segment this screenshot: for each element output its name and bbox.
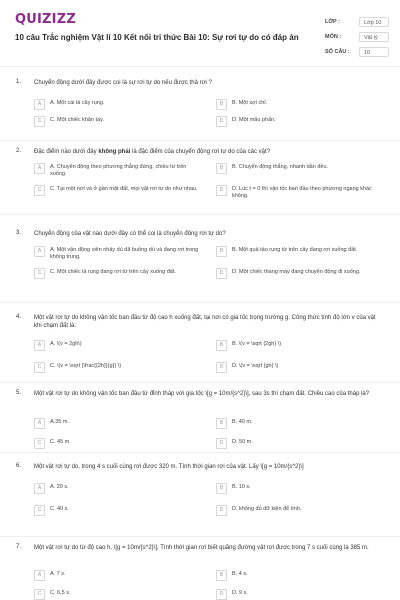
meta-row-subject — [325, 29, 389, 44]
option-letter-box[interactable]: B — [216, 483, 227, 494]
question-text-part: Đặc điểm nào dưới đây — [34, 149, 99, 155]
quizizz-logo[interactable]: QUIZIZZ — [15, 12, 76, 27]
question-text-part: Chuyển động của vật nào dưới đây có thể coi là chuyển động rơi tự do? — [34, 231, 226, 237]
option-text: D. Lúc t = 0 thì vận tốc ban đầu theo phương ngang khác không. — [232, 186, 372, 199]
option-text: C. 45 m. — [50, 439, 71, 445]
question-text — [34, 230, 384, 238]
question-number: 1. — [16, 79, 22, 85]
question-number: 7. — [16, 544, 22, 550]
meta-row-count — [325, 44, 389, 59]
option-text: C. Một chiếc khăn tay. — [50, 117, 105, 123]
option-text: D. không đủ dữ kiện để tính. — [232, 506, 302, 512]
question-text-part: Một vật rơi tự do, trong 4 s cuối cùng rơi được 320 m. Tính thời gian rơi của vật. Lấy \[g = 10m/{s^2}\] — [34, 464, 304, 470]
option-letter-box[interactable]: D — [216, 505, 227, 516]
question-text — [34, 79, 384, 87]
option-text: C. Tại một nơi và ở gần mặt đất, mọi vật rơi tự do như nhau. — [50, 186, 198, 192]
question-number: 3. — [16, 230, 22, 236]
question-text-part: Một vật rơi tự do từ độ cao h, \[g = 10m/{s^2}\]. Tính thời gian rơi biết quãng đường vật rơi được trong 7 s cuối cùng là 385 m. — [34, 545, 369, 551]
option-letter-box[interactable]: A — [34, 163, 45, 174]
option-letter-box[interactable]: D — [216, 589, 227, 600]
option-letter-box[interactable]: D — [216, 185, 227, 196]
meta-label: MÔN : — [325, 33, 342, 40]
option-text: B. Chuyển động thẳng, nhanh dần đều. — [232, 164, 329, 170]
option-text: B. 10 s. — [232, 484, 251, 490]
option-text: D. Một mẩu phấn. — [232, 117, 276, 123]
option-text: D. 50 m. — [232, 439, 253, 445]
option-letter-box[interactable]: B — [216, 163, 227, 174]
option-text: A. Một vận động viên nhảy dù đã buông dù và đang rơi trong không trung. — [50, 247, 199, 260]
question-text — [34, 148, 384, 156]
meta-value-class: Lớp 10 — [359, 17, 389, 27]
option-letter-box[interactable]: A — [34, 246, 45, 257]
worksheet-header — [0, 0, 400, 67]
option-letter-box[interactable]: C — [34, 268, 45, 279]
option-letter-box[interactable]: D — [216, 268, 227, 279]
option-letter-box[interactable]: C — [34, 362, 45, 373]
option-letter-box[interactable]: C — [34, 185, 45, 196]
option-text: A. Chuyển động theo phương thẳng đứng, chiều từ trên xuống. — [50, 164, 187, 177]
worksheet-meta — [325, 14, 389, 59]
question-text-emphasis: không phải — [98, 149, 131, 155]
question-text-part: Một vật rơi tự do không vận tốc ban đầu từ đỉnh tháp với gia tốc \[g = 10m/{s^2}\], sau 3s thì chạm đất. Chiều cao của tháp là? — [34, 391, 370, 397]
option-text: B. Một quả táo rụng từ trên cây đang rơi xuống đất. — [232, 247, 358, 253]
option-text: B. Một sợi chỉ. — [232, 100, 268, 106]
option-text: D. Một chiếc thang máy đang chuyển động đi xuống. — [232, 269, 361, 275]
option-text: B. \(v = \sqrt {2gh} \) — [232, 341, 282, 347]
question-text-part: Chuyển động dưới đây được coi là sự rơi tự do nếu được thả rơi ? — [34, 80, 212, 86]
option-text: A. 20 s. — [50, 484, 69, 490]
option-text: C. Một chiếc lá rụng đang rơi từ trên cây xuống đất. — [50, 269, 176, 275]
question-number: 5. — [16, 390, 22, 396]
option-letter-box[interactable]: A — [34, 99, 45, 110]
option-text: A. \(v = 2gh\) — [50, 341, 82, 347]
question-divider — [0, 536, 400, 537]
option-letter-box[interactable]: B — [216, 246, 227, 257]
question-text — [34, 314, 384, 330]
question-divider — [0, 302, 400, 303]
question-text — [34, 463, 384, 471]
question-divider — [0, 452, 400, 453]
option-letter-box[interactable]: D — [216, 116, 227, 127]
option-letter-box[interactable]: B — [216, 99, 227, 110]
option-letter-box[interactable]: C — [34, 589, 45, 600]
worksheet-title: 10 câu Trắc nghiệm Vật lí 10 Kết nối tri thức Bài 10: Sự rơi tự do có đáp án — [15, 33, 299, 42]
option-letter-box[interactable]: B — [216, 418, 227, 429]
question-text — [34, 544, 384, 552]
question-divider — [0, 214, 400, 215]
option-letter-box[interactable]: A — [34, 340, 45, 351]
option-text: A. Một cái lá cây rụng. — [50, 100, 105, 106]
question-number: 4. — [16, 314, 22, 320]
option-text: A.35 m. — [50, 419, 69, 425]
question-divider — [0, 382, 400, 383]
option-text: B. 40 m. — [232, 419, 253, 425]
option-letter-box[interactable]: B — [216, 340, 227, 351]
option-text: C. \(v = \sqrt {\frac{{2h}}{g}} \) — [50, 363, 122, 369]
question-text-part: là đặc điểm của chuyển động rơi tự do của các vật? — [130, 149, 271, 155]
option-letter-box[interactable]: D — [216, 438, 227, 449]
meta-row-class — [325, 14, 389, 29]
question-number: 2. — [16, 148, 22, 154]
option-letter-box[interactable]: C — [34, 438, 45, 449]
option-letter-box[interactable]: C — [34, 116, 45, 127]
option-letter-box[interactable]: B — [216, 570, 227, 581]
option-letter-box[interactable]: D — [216, 362, 227, 373]
option-text: C. 40 s. — [50, 506, 69, 512]
question-number: 6. — [16, 463, 22, 469]
option-text: B. 4 s. — [232, 571, 248, 577]
option-letter-box[interactable]: A — [34, 418, 45, 429]
meta-label: SỐ CÂU : — [325, 48, 350, 55]
option-text: D. \(v = \sqrt {gh} \) — [232, 363, 279, 369]
question-text-part: Một vật rơi tự do không vận tốc ban đầu từ độ cao h xuống đất, tại nơi có gia tốc trọng trường g. Công thức tính độ lớn v của vật khi chạm đất là: — [34, 315, 376, 329]
meta-value-subject: Vật lý — [359, 32, 389, 42]
option-text: D. 9 s. — [232, 590, 248, 596]
option-text: C. 6,5 s. — [50, 590, 71, 596]
meta-value-count: 10 — [359, 47, 389, 57]
meta-label: LỚP : — [325, 18, 340, 25]
question-divider — [0, 140, 400, 141]
option-text: A. 7 s. — [50, 571, 66, 577]
option-letter-box[interactable]: A — [34, 570, 45, 581]
option-letter-box[interactable]: A — [34, 483, 45, 494]
option-letter-box[interactable]: C — [34, 505, 45, 516]
question-text — [34, 390, 384, 398]
